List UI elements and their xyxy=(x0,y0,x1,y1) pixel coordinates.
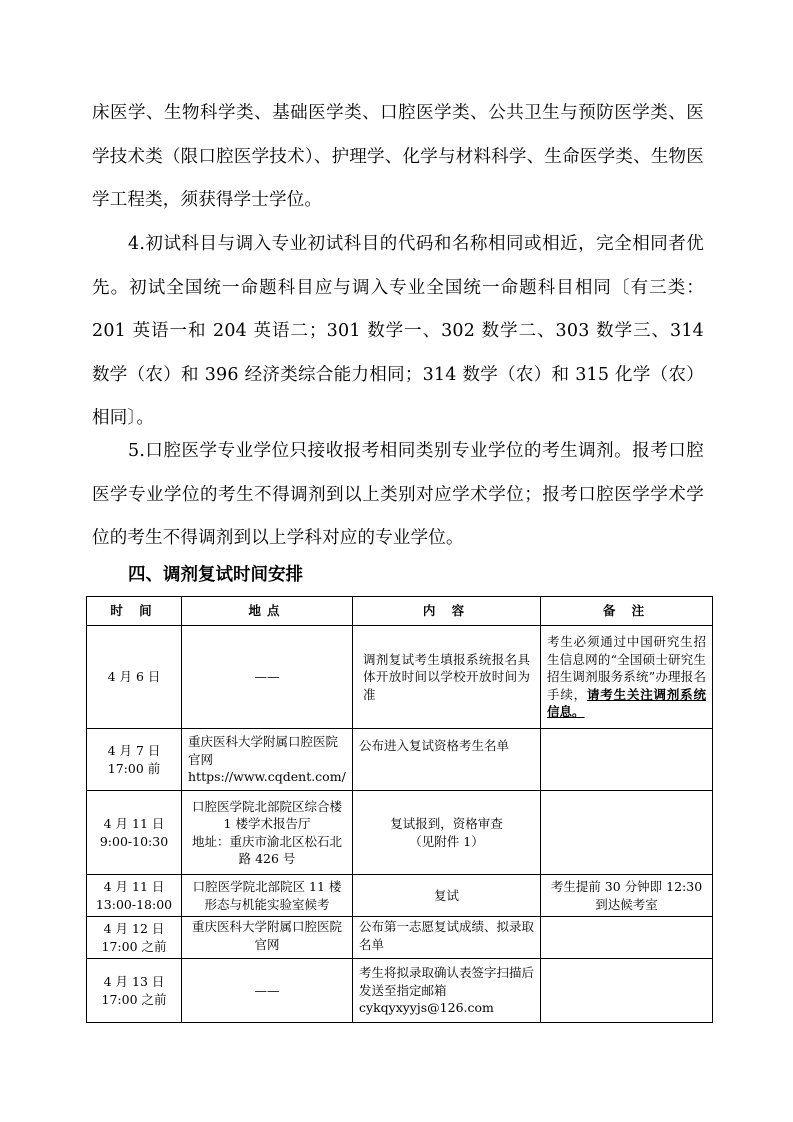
cell-place: 重庆医科大学附属口腔医院官网 xyxy=(182,917,353,959)
table-row xyxy=(87,959,713,1023)
cell-content: 复试 xyxy=(353,875,541,917)
cell-note xyxy=(541,626,713,729)
cell-content xyxy=(353,791,541,875)
place-address: 地址：重庆市渝北区松石北路 426 号 xyxy=(191,833,342,866)
time-date: 4 月 13 日 xyxy=(103,974,165,989)
table-row xyxy=(87,875,713,917)
header-time: 时 间 xyxy=(87,597,182,626)
content-attachment: （见附件 1） xyxy=(409,833,484,849)
time-date: 4 月 6 日 xyxy=(107,669,161,685)
time-hour: 17:00 之前 xyxy=(101,938,167,954)
note-emphasis: 请考生关注调剂系统信息。 xyxy=(547,686,706,720)
cell-content: 公布进入复试资格考生名单 xyxy=(353,729,541,791)
time-hour: 17:00 之前 xyxy=(101,991,167,1007)
table-header-row xyxy=(87,597,713,626)
table-row xyxy=(87,626,713,729)
table-row xyxy=(87,917,713,959)
content-text: 复试报到，资格审查 xyxy=(390,816,503,831)
note-text: 考生必须通过中国研究生招生信息网的“全国硕士研究生招生调剂服务系统”办理报名手续， xyxy=(547,634,706,702)
time-date: 4 月 11 日 xyxy=(103,879,165,894)
cell-time xyxy=(87,875,182,917)
header-place: 地点 xyxy=(182,597,353,626)
cell-time xyxy=(87,626,182,729)
content-text: 考生将拟录取确认表签字扫描后发送至指定邮箱 xyxy=(359,965,535,998)
time-date: 4 月 11 日 xyxy=(103,816,165,831)
cell-time xyxy=(87,729,182,791)
paragraph-exam-subjects: 4.初试科目与调入专业初试科目的代码和名称相同或相近，完全相同者优先。初试全国统一命题科目应与调入专业全国统一命题科目相同〔有三类：201 英语一和 204 英语二；301 数学一、302 数学二、303 数学三、314 数学（农）和 396 经济类综合能力相同；314 数学（农）和 315 化学（农）相同〕。 xyxy=(92,234,704,428)
section-heading: 四、调剂复试时间安排 xyxy=(128,565,303,585)
cell-place: 口腔医学院北部院区 11 楼形态与机能实验室候考 xyxy=(182,875,353,917)
cell-place xyxy=(182,729,353,791)
email-address[interactable]: cykqyxyyjs@126.com xyxy=(359,1000,494,1016)
cell-time xyxy=(87,917,182,959)
schedule-table xyxy=(86,596,713,1023)
cell-content: 调剂复试考生填报系统报名具体开放时间以学校开放时间为准 xyxy=(353,626,541,729)
cell-note xyxy=(541,791,713,875)
header-content: 内 容 xyxy=(353,597,541,626)
place-text: 口腔医学院北部院区综合楼 1 楼学术报告厅 xyxy=(191,798,342,831)
paragraph-professional-degree: 5.口腔医学专业学位只接收报考相同类别专业学位的考生调剂。报考口腔医学专业学位的考生不得调剂到以上类别对应学术学位；报考口腔医学学术学位的考生不得调剂到以上学科对应的专业学位。 xyxy=(92,441,704,548)
time-date: 4 月 7 日 xyxy=(107,743,161,758)
time-hour: 9:00-10:30 xyxy=(99,833,169,849)
cell-note xyxy=(541,959,713,1023)
cell-place: —— xyxy=(182,626,353,729)
time-hour: 13:00-18:00 xyxy=(95,896,173,912)
cell-content xyxy=(353,959,541,1023)
cell-time xyxy=(87,959,182,1023)
cell-content: 公布第一志愿复试成绩、拟录取名单 xyxy=(353,917,541,959)
place-text: 重庆医科大学附属口腔医院官网 xyxy=(188,734,339,767)
website-link[interactable]: https://www.cqdent.com/ xyxy=(188,769,346,785)
table-row xyxy=(87,729,713,791)
header-note: 备 注 xyxy=(541,597,713,626)
cell-time xyxy=(87,791,182,875)
table-row xyxy=(87,791,713,875)
cell-place: —— xyxy=(182,959,353,1023)
time-hour: 17:00 前 xyxy=(107,760,161,776)
cell-note: 考生提前 30 分钟即 12:30 到达候考室 xyxy=(541,875,713,917)
cell-place xyxy=(182,791,353,875)
time-date: 4 月 12 日 xyxy=(103,921,165,936)
paragraph-eligible-majors: 床医学、生物科学类、基础医学类、口腔医学类、公共卫生与预防医学类、医学技术类（限口腔医学技术）、护理学、化学与材料科学、生命医学类、生物医学工程类，须获得学士学位。 xyxy=(92,103,704,210)
cell-note xyxy=(541,729,713,791)
cell-note xyxy=(541,917,713,959)
